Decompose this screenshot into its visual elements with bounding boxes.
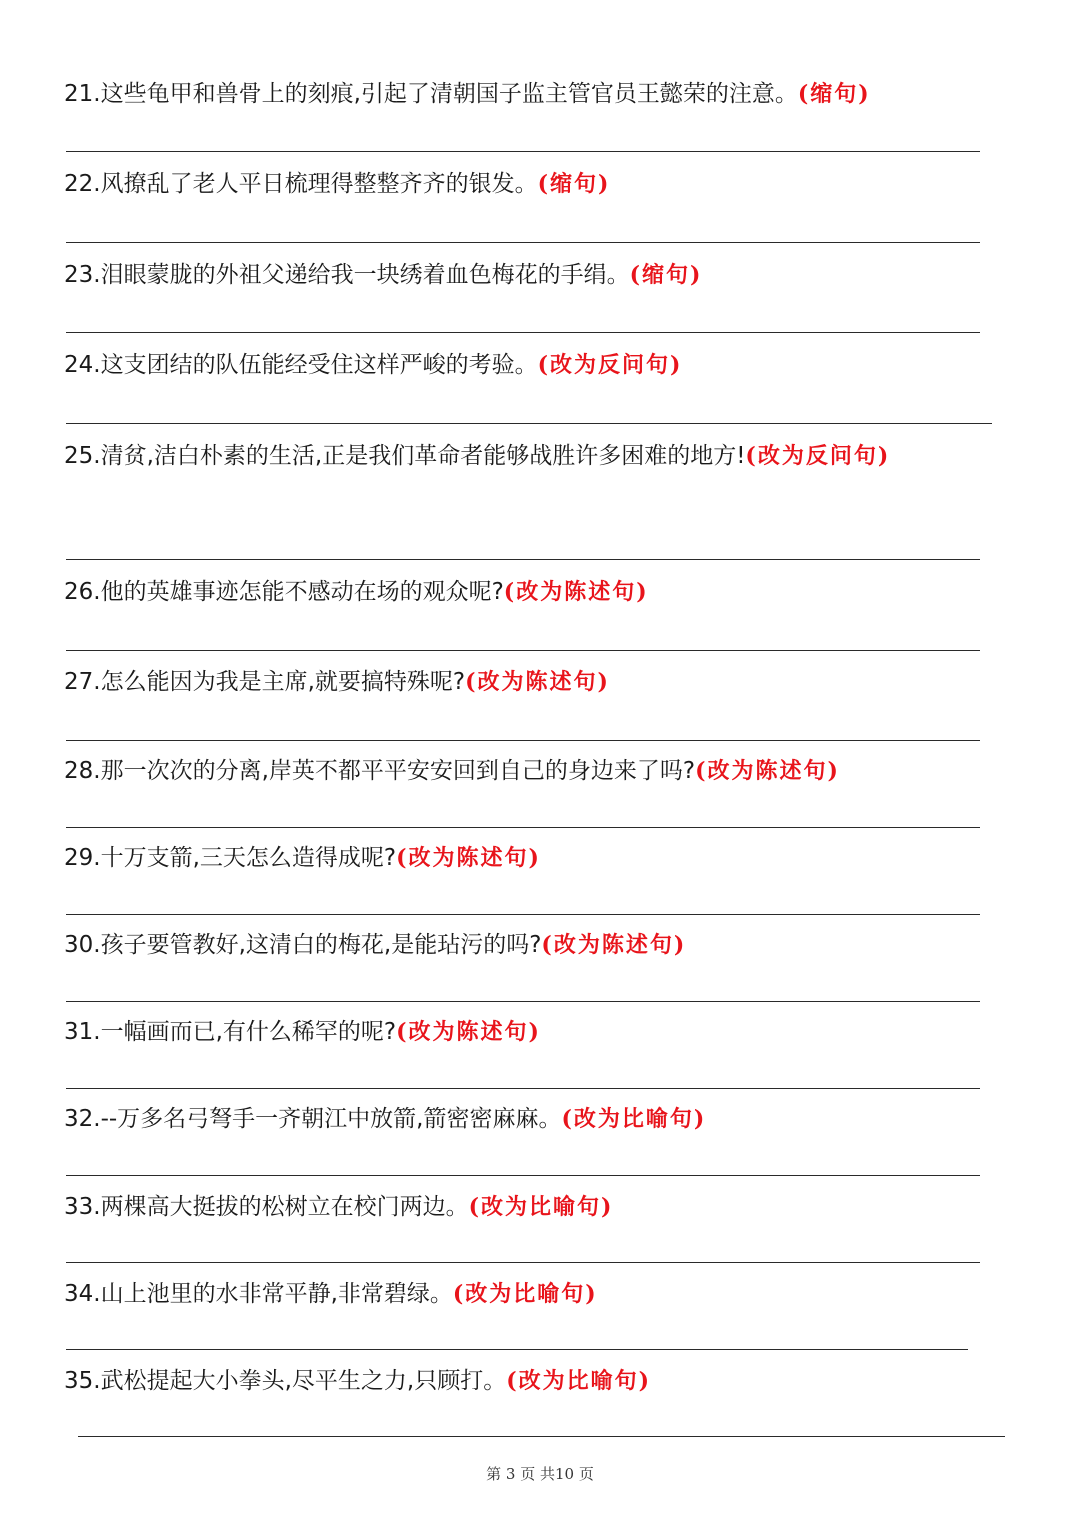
q24 (64, 345, 964, 385)
question-text: 27.怎么能因为我是主席,就要搞特殊呢? (64, 669, 466, 695)
answer-line (66, 332, 980, 333)
question-text: 32.--万多名弓弩手一齐朝江中放箭,箭密密麻麻。 (64, 1106, 562, 1132)
question-instruction: (改为比喻句) (468, 1194, 614, 1220)
q22 (64, 164, 964, 204)
question-text: 26.他的英雄事迹怎能不感动在场的观众呢? (64, 579, 504, 605)
q32 (64, 1099, 964, 1139)
q25 (64, 436, 899, 476)
question-instruction: (改为比喻句) (561, 1106, 707, 1132)
question-text: 31.一幅画而已,有什么稀罕的呢? (64, 1019, 397, 1045)
question-instruction: (改为陈述句) (396, 845, 541, 871)
q21 (64, 74, 964, 114)
q30 (64, 925, 964, 965)
answer-line (66, 559, 980, 560)
question-text: 34.山上池里的水非常平静,非常碧绿。 (64, 1281, 453, 1307)
answer-line (78, 1436, 1005, 1437)
q29 (64, 838, 964, 878)
answer-line (66, 1262, 980, 1263)
question-instruction: (改为比喻句) (452, 1281, 598, 1307)
page-footer: 第 3 页 共10 页 (486, 1465, 594, 1483)
question-instruction: (缩句) (537, 171, 611, 197)
question-text: 24.这支团结的队伍能经受住这样严峻的考验。 (64, 352, 538, 378)
answer-line (66, 650, 980, 651)
answer-line (66, 423, 992, 424)
question-text: 21.这些龟甲和兽骨上的刻痕,引起了清朝国子监主管官员王懿荣的注意。 (64, 81, 798, 107)
question-instruction: (改为陈述句) (503, 579, 649, 605)
question-text: 35.武松提起大小拳头,尽平生之力,只顾打。 (64, 1368, 507, 1394)
q31 (64, 1012, 964, 1052)
answer-line (66, 1001, 980, 1002)
answer-line (66, 914, 980, 915)
question-instruction: (改为陈述句) (465, 669, 610, 695)
question-instruction: (改为陈述句) (695, 758, 840, 784)
answer-line (66, 1349, 968, 1350)
answer-line (66, 242, 980, 243)
question-instruction: (改为陈述句) (396, 1019, 541, 1045)
question-instruction: (改为反问句) (745, 443, 891, 469)
question-instruction: (缩句) (629, 262, 703, 288)
q28 (64, 751, 964, 791)
question-text: 28.那一次次的分离,岸英不都平平安安回到自己的身边来了吗? (64, 758, 696, 784)
answer-line (66, 1175, 980, 1176)
answer-line (66, 740, 980, 741)
question-instruction: (缩句) (797, 81, 871, 107)
answer-line (66, 827, 980, 828)
question-instruction: (改为反问句) (537, 352, 683, 378)
question-text: 23.泪眼蒙胧的外祖父递给我一块绣着血色梅花的手绢。 (64, 262, 630, 288)
question-text: 29.十万支箭,三天怎么造得成呢? (64, 845, 397, 871)
question-text: 25.清贫,洁白朴素的生活,正是我们革命者能够战胜许多困难的地方! (64, 443, 746, 469)
answer-line (66, 151, 980, 152)
answer-line (66, 1088, 980, 1089)
q23 (64, 255, 964, 295)
q34 (64, 1274, 964, 1314)
question-instruction: (改为陈述句) (541, 932, 687, 958)
q27 (64, 662, 964, 702)
question-text: 22.风撩乱了老人平日梳理得整整齐齐的银发。 (64, 171, 538, 197)
question-instruction: (改为比喻句) (506, 1368, 652, 1394)
question-text: 30.孩子要管教好,这清白的梅花,是能玷污的吗? (64, 932, 542, 958)
question-text: 33.两棵高大挺拔的松树立在校门两边。 (64, 1194, 469, 1220)
q35 (64, 1361, 964, 1401)
q26 (64, 572, 964, 612)
q33 (64, 1187, 964, 1227)
